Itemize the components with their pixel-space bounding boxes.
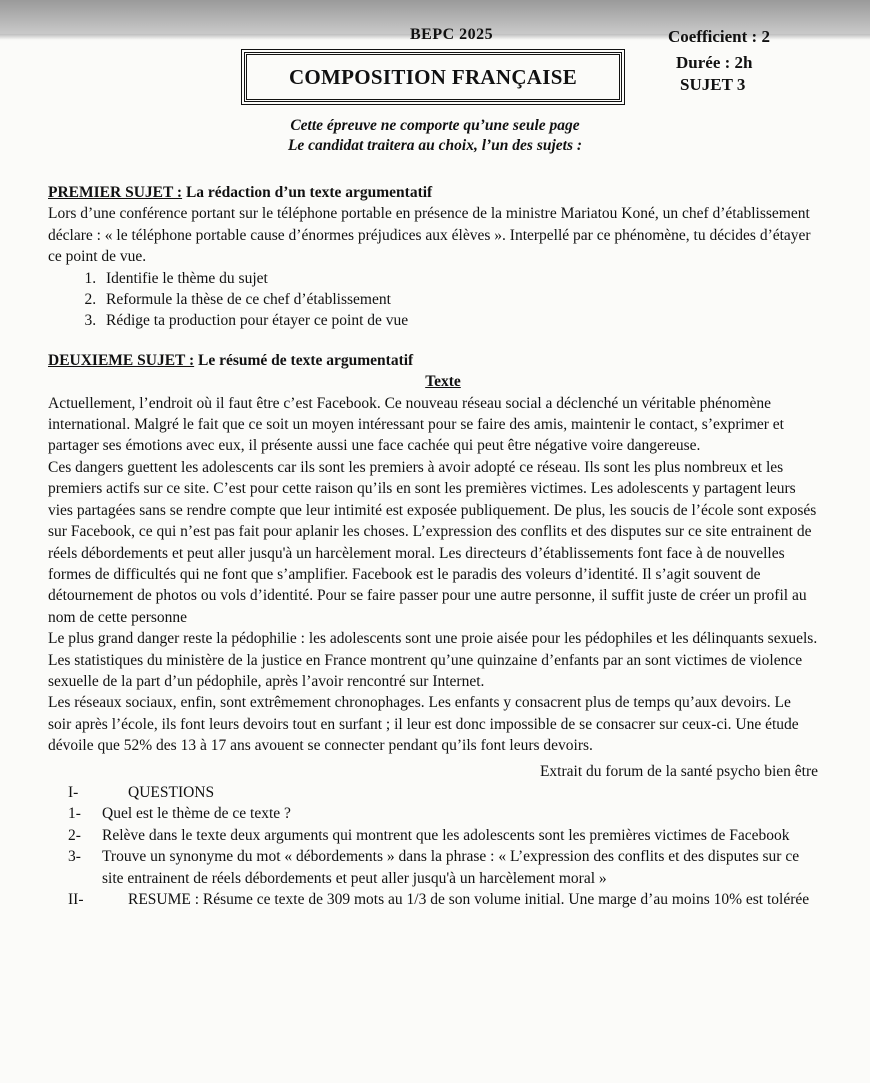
list-item: 1. Identifie le thème du sujet [100,268,818,289]
deuxieme-sujet-label: DEUXIEME SUJET : [48,351,195,369]
text-source: Extrait du forum de la santé psycho bien être [539,762,818,780]
subject-number: SUJET 3 [680,75,746,94]
deuxieme-sujet-heading [48,350,818,371]
exam-name: BEPC 2025 [410,26,494,43]
instructions [0,116,870,156]
question-item [68,825,818,846]
part-number: II- [68,891,84,908]
part-label: QUESTIONS [128,783,215,801]
premier-sujet-intro: Lors d’une conférence portant sur le téléphone portable en présence de la ministre Mariatou Koné, un chef d’établissement déclare : « le téléphone portable cause d’énormes préjudices aux élèves ». Interpellé par ce phénomène, tu décides d’étayer ce point de vue. [48,205,811,266]
part-questions-heading [68,782,818,803]
text-paragraph: Actuellement, l’endroit où il faut être c’est Facebook. Ce nouveau réseau social a déclenché un véritable phénomène international. Malgré le fait que ce soit un moyen intéressant pour se faire des amis, maintenir le contact, s’exprimer et partager ses émotions avec eux, il présente aussi une face cachée qui peut être négative voire dangereuse. [48,394,784,455]
text-paragraph: Les réseaux sociaux, enfin, sont extrêmement chronophages. Les enfants y consacrent plus de temps qu’aux devoirs. Le soir après l’école, ils font leurs devoirs tout en surfant ; il leur est donc impossible de se consacrer sur ceux-ci. Une étude dévoile que 52% des 13 à 17 ans avouent se connecter pendant qu’ils font leurs devoirs. [48,694,799,755]
instruction-line-2: Le candidat traitera au choix, l’un des sujets : [287,137,583,154]
page-title: COMPOSITION FRANÇAISE [244,52,622,102]
text-paragraph: Le plus grand danger reste la pédophilie : les adolescents sont une proie aisée pour les pédophiles et les délinquants sexuels. Les statistiques du ministère de la justice en France montrent qu’une quinzaine d’enfants par an sont victimes de violence sexuelle de la part d’un pédophile, après l’avoir rencontré sur Internet. [48,630,818,690]
instruction-line-1: Cette épreuve ne comporte qu’une seule page [290,117,580,134]
part-resume [68,889,818,910]
question-number: 1- [68,805,81,823]
coefficient: Coefficient : 2 [668,27,770,46]
deuxieme-sujet-title: Le résumé de texte argumentatif [194,351,414,369]
premier-sujet-heading [48,182,818,203]
texte-title: Texte [425,373,461,391]
resume-instruction: RESUME : Résume ce texte de 309 mots au 1/3 de son volume initial. Une marge d’au moins 10% est tolérée [128,891,810,908]
question-number: 2- [68,826,81,844]
premier-sujet-label: PREMIER SUJET : [48,184,183,201]
part-number: I- [68,783,79,801]
question-text: Relève dans le texte deux arguments qui montrent que les adolescents sont les premières victimes de Facebook [102,826,790,844]
list-item: 2. Reformule la thèse de ce chef d’établissement [100,289,818,310]
question-text: Quel est le thème de ce texte ? [102,805,291,823]
question-item [68,846,818,889]
duration: Durée : 2h [676,53,753,72]
document-body [48,182,818,910]
premier-sujet-items [48,268,818,332]
list-item: 3. Rédige ta production pour étayer ce point de vue [100,310,818,331]
question-text: Trouve un synonyme du mot « débordements » dans la phrase : « L’expression des conflits et des disputes sur ce site entrainent de réels débordements et peut aller jusqu'à un harcèlement moral » [102,848,800,887]
premier-sujet-title: La rédaction d’un texte argumentatif [182,184,433,201]
question-item [68,803,818,824]
question-number: 3- [68,848,81,866]
text-paragraph: Ces dangers guettent les adolescents car ils sont les premiers à avoir adopté ce réseau. Ils sont les plus nombreux et les premiers actifs sur ce site. C’est pour cette raison qu’ils en sont les premières victimes. Les adolescents y partagent leurs vies partagées sans se rendre compte que leur intimité est exposée publiquement. De plus, les soucis de l’école sont exposés sur Facebook, ce qui n’est pas fait pour aplanir les choses. L’expression des conflits et des disputes sur ce site entrainent de réels débordements et peut aller jusqu'à un harcèlement moral. Les directeurs d’établissements font face à de nouvelles formes de difficultés qui ne font que s’amplifier. Facebook est le paradis des voleurs d’identité. Il s’agit souvent de détournement de photos ou vols d’identité. Pour se faire passer pour une autre personne, il suffit juste de créer un profil au nom de cette personne [48,458,817,626]
